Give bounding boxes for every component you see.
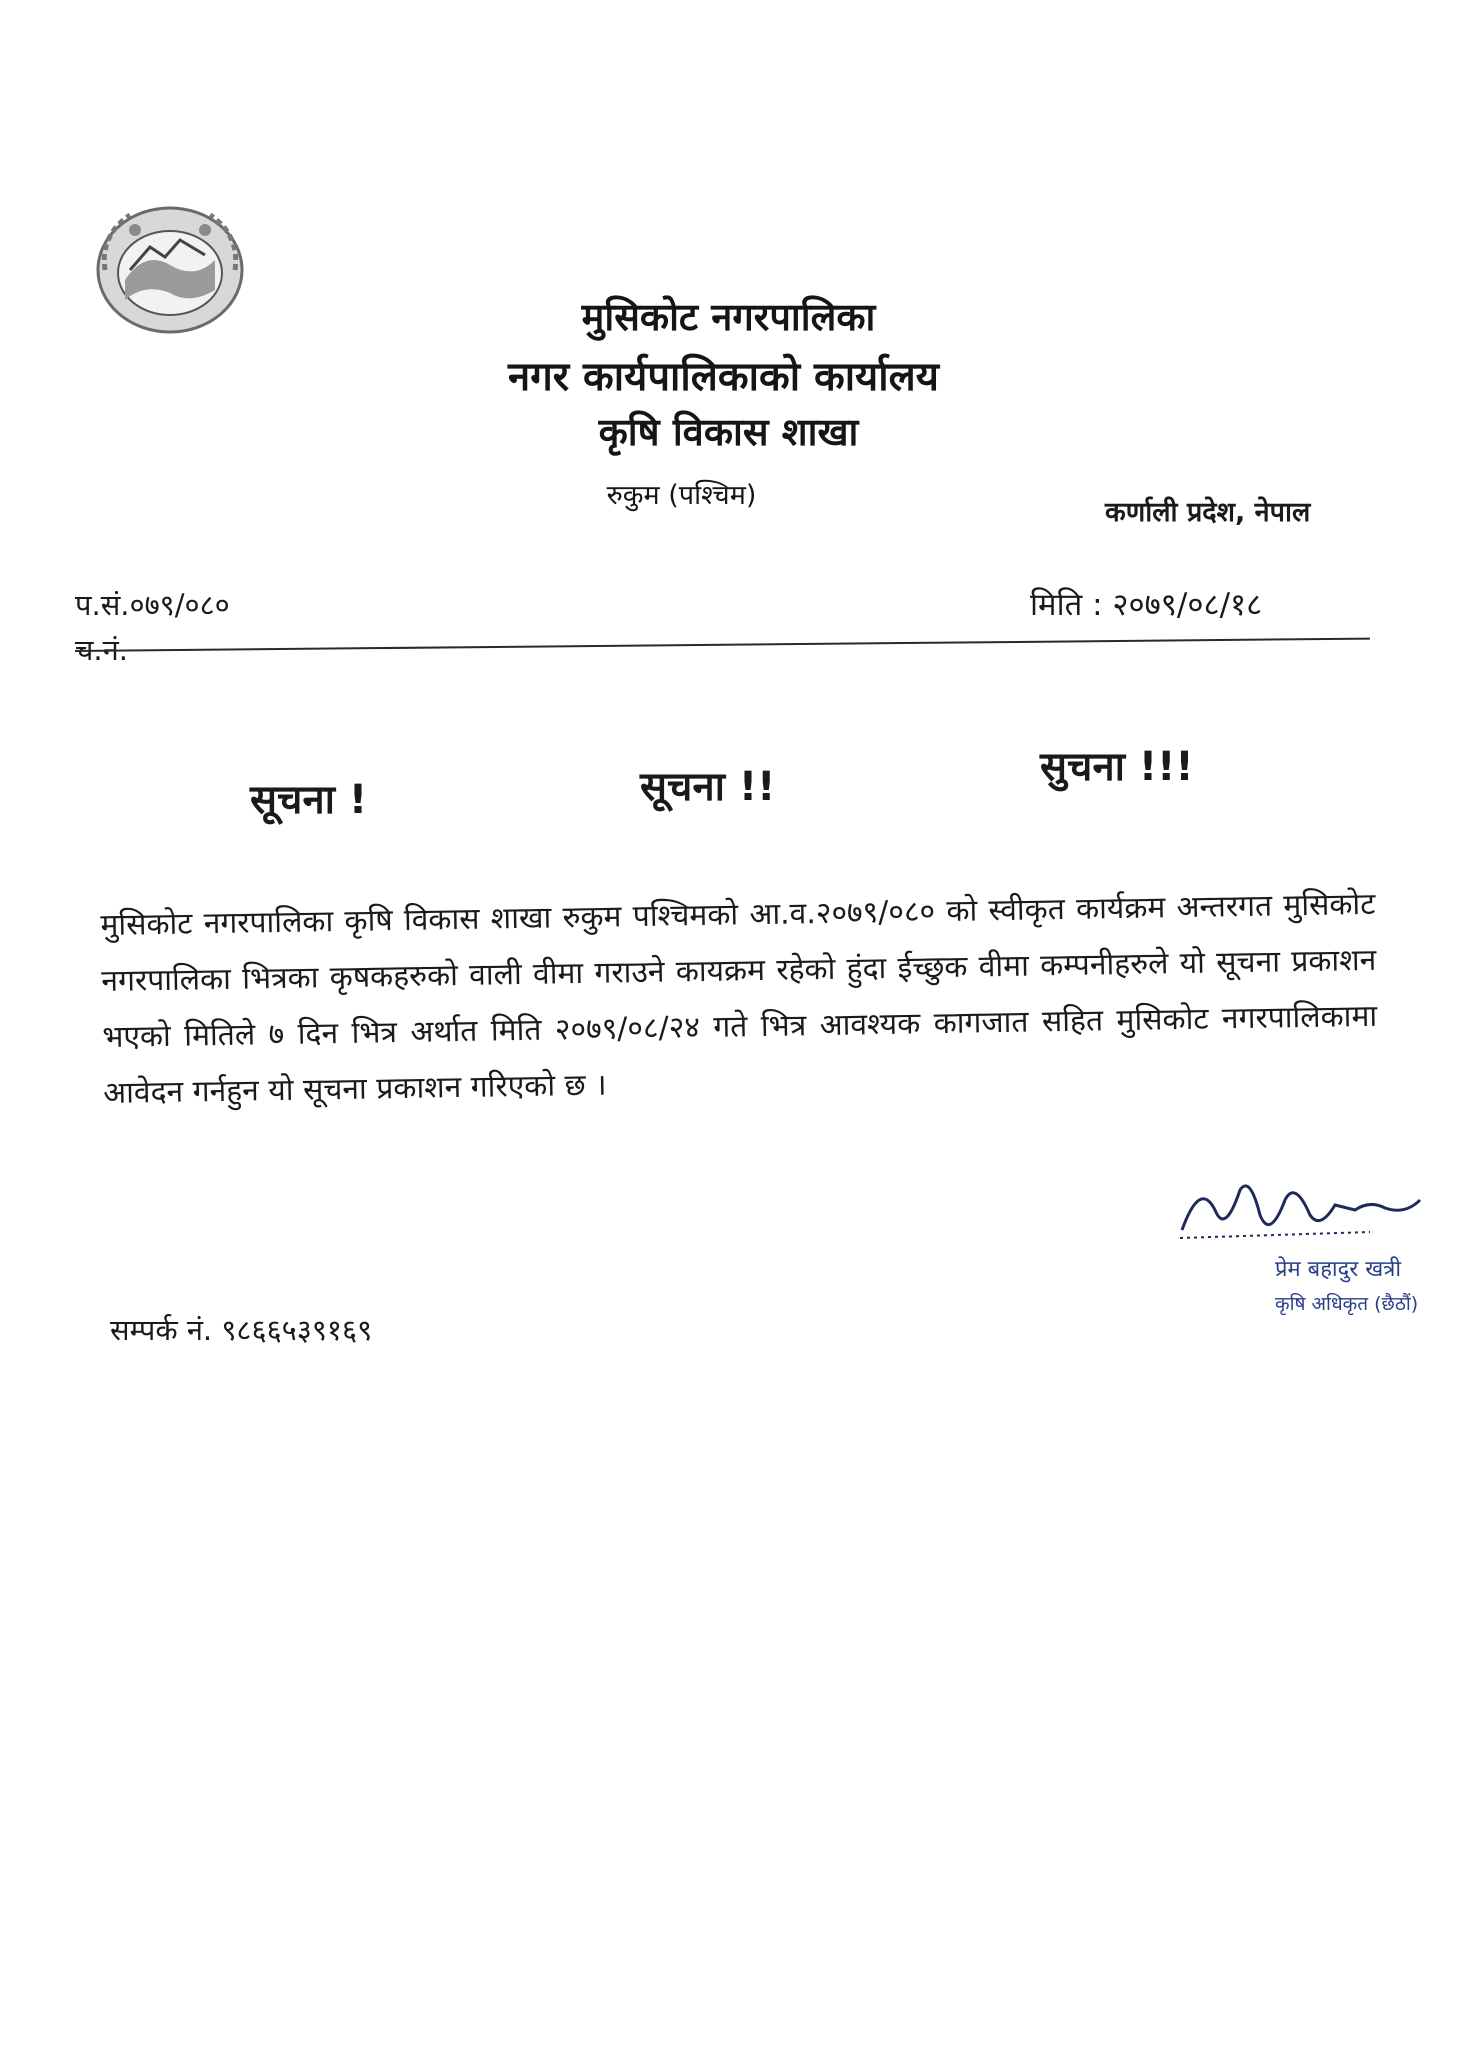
header-divider bbox=[75, 638, 1370, 652]
signature bbox=[1170, 1170, 1430, 1250]
municipality-name: मुसिकोट नगरपालिका bbox=[581, 295, 876, 339]
reference-number: प.सं.०७९/०८० bbox=[75, 588, 230, 622]
signatory-title: कृषि अधिकृत (छैठौं) bbox=[1275, 1293, 1419, 1315]
district-name: रुकुम (पश्चिम) bbox=[606, 480, 757, 511]
contact-number: सम्पर्क नं. ९८६६५३९१६९ bbox=[110, 1313, 373, 1347]
notice-heading-1: सूचना ! bbox=[250, 777, 368, 823]
province-name: कर्णाली प्रदेश, नेपाल bbox=[1105, 497, 1311, 528]
letter-date: मिति : २०७९/०८/१८ bbox=[1030, 587, 1263, 623]
office-name: नगर कार्यपालिकाको कार्यालय bbox=[508, 354, 939, 400]
notice-heading-3: सुचना !!! bbox=[1040, 744, 1194, 790]
notice-heading-2: सूचना !! bbox=[640, 764, 776, 810]
section-name: कृषि विकास शाखा bbox=[598, 410, 859, 454]
notice-body: मुसिकोट नगरपालिका कृषि विकास शाखा रुकुम पश्चिमको आ.व.२०७९/०८० को स्वीकृत कार्यक्रम अन्तरगत मुसिकोट नगरपालिका भित्रका कृषकहरुको वाली वीमा गराउने कायक्रम रहेको हुंदा ईच्छुक वीमा कम्पनीहरुले यो सूचना प्रकाशन भएको मितिले ७ दिन भित्र अर्थात मिति २०७९/०८/२४ गते भित्र आवश्यक कागजात सहित मुसिकोट नगरपालिकामा आवेदन गर्नहुन यो सूचना प्रकाशन गरिएको छ । bbox=[100, 886, 1378, 1111]
signatory-name: प्रेम बहादुर खत्री bbox=[1275, 1257, 1402, 1282]
dispatch-number: च.नं. bbox=[75, 633, 128, 667]
